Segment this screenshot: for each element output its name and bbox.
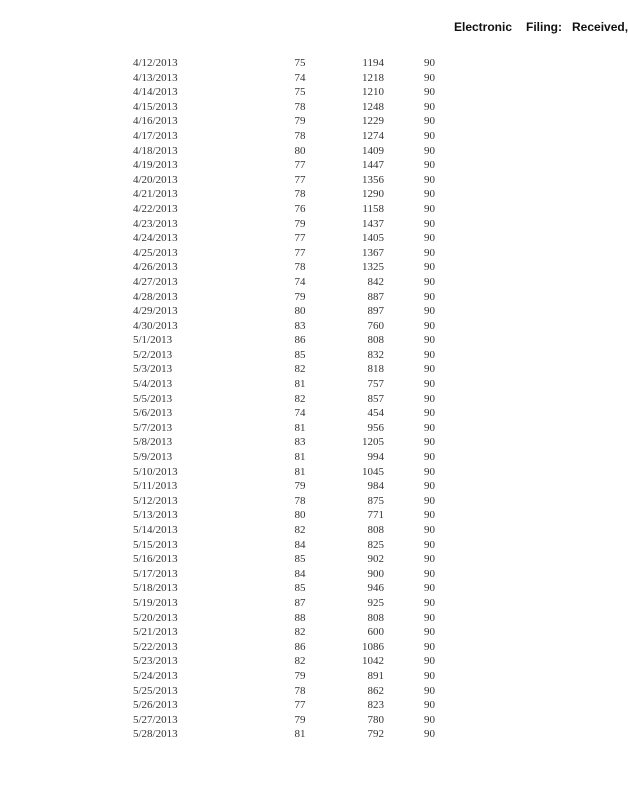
usage-cell: 1409: [362, 144, 384, 157]
usage-cell: 1356: [362, 173, 384, 186]
table-row: [0, 392, 618, 407]
date-cell: 5/6/2013: [133, 407, 173, 420]
fixed-value-cell: 90: [424, 378, 435, 391]
temperature-cell: 85: [294, 348, 306, 361]
table-row: [0, 479, 618, 494]
usage-cell: 757: [367, 378, 384, 391]
date-cell: 5/27/2013: [133, 713, 178, 726]
fixed-value-cell: 90: [424, 699, 435, 712]
table-row: [0, 567, 618, 582]
temperature-cell: 84: [294, 538, 306, 551]
usage-cell: 842: [367, 275, 384, 288]
usage-cell: 1325: [362, 261, 384, 274]
fixed-value-cell: 90: [424, 173, 435, 186]
usage-cell: 956: [367, 421, 384, 434]
date-cell: 5/7/2013: [133, 421, 173, 434]
fixed-value-cell: 90: [424, 275, 435, 288]
page-header: [0, 20, 628, 36]
table-row: [0, 640, 618, 655]
date-cell: 5/3/2013: [133, 363, 173, 376]
date-cell: 4/30/2013: [133, 319, 178, 332]
date-cell: 5/26/2013: [133, 699, 178, 712]
temperature-cell: 75: [294, 57, 306, 69]
usage-cell: 900: [367, 567, 384, 580]
temperature-cell: 80: [294, 144, 306, 157]
table-row: [0, 538, 618, 553]
fixed-value-cell: 90: [424, 436, 435, 449]
table-row: [0, 231, 618, 246]
usage-cell: 771: [367, 509, 384, 522]
usage-cell: 994: [367, 451, 384, 464]
fixed-value-cell: 90: [424, 407, 435, 420]
temperature-cell: 79: [294, 217, 306, 230]
fixed-value-cell: 90: [424, 684, 435, 697]
usage-cell: 984: [367, 480, 384, 493]
date-cell: 5/28/2013: [133, 728, 178, 741]
fixed-value-cell: 90: [424, 115, 435, 128]
temperature-cell: 83: [294, 436, 306, 449]
usage-cell: 1248: [362, 100, 384, 113]
header-electronic: Electronic: [454, 20, 513, 34]
table-row: [0, 319, 618, 334]
usage-cell: 902: [367, 553, 384, 566]
date-cell: 5/12/2013: [133, 494, 178, 507]
fixed-value-cell: 90: [424, 232, 435, 245]
table-row: [0, 129, 618, 144]
usage-cell: 600: [367, 626, 384, 639]
date-cell: 4/16/2013: [133, 115, 178, 128]
temperature-cell: 77: [294, 699, 306, 712]
usage-cell: 808: [367, 611, 384, 624]
date-cell: 4/15/2013: [133, 100, 178, 113]
table-row: [0, 581, 618, 596]
temperature-cell: 83: [294, 319, 306, 332]
fixed-value-cell: 90: [424, 494, 435, 507]
temperature-cell: 82: [294, 524, 306, 536]
fixed-value-cell: 90: [424, 655, 435, 668]
usage-cell: 1405: [362, 232, 384, 245]
usage-cell: 925: [367, 596, 384, 609]
header-filing: Filing:: [526, 20, 562, 34]
table-row: [0, 552, 618, 567]
date-cell: 5/11/2013: [133, 480, 178, 493]
fixed-value-cell: 90: [424, 71, 435, 84]
usage-cell: 832: [367, 348, 384, 361]
temperature-cell: 82: [294, 655, 306, 668]
table-row: [0, 625, 618, 640]
date-cell: 4/23/2013: [133, 217, 178, 230]
date-cell: 5/19/2013: [133, 596, 178, 609]
temperature-cell: 80: [294, 305, 306, 318]
temperature-cell: 86: [294, 334, 306, 347]
usage-cell: 1086: [362, 640, 384, 653]
table-row: [0, 217, 618, 232]
fixed-value-cell: 90: [424, 538, 435, 551]
table-row: [0, 684, 618, 699]
table-row: [0, 246, 618, 261]
date-cell: 4/14/2013: [133, 86, 178, 99]
table-row: [0, 406, 618, 421]
date-cell: 5/15/2013: [133, 538, 178, 551]
temperature-cell: 74: [294, 407, 306, 420]
temperature-cell: 78: [294, 261, 306, 274]
fixed-value-cell: 90: [424, 669, 435, 682]
table-row: [0, 275, 618, 290]
table-row: [0, 187, 618, 202]
date-cell: 5/25/2013: [133, 684, 178, 697]
usage-cell: 946: [367, 582, 384, 595]
usage-cell: 1447: [362, 159, 384, 172]
usage-cell: 1205: [362, 436, 384, 449]
temperature-cell: 76: [294, 202, 306, 215]
table-row: [0, 333, 618, 348]
date-cell: 4/27/2013: [133, 275, 178, 288]
fixed-value-cell: 90: [424, 305, 435, 318]
date-cell: 4/12/2013: [133, 57, 178, 69]
temperature-cell: 88: [294, 611, 306, 624]
usage-cell: 808: [367, 524, 384, 536]
temperature-cell: 78: [294, 129, 306, 142]
temperature-cell: 79: [294, 290, 306, 303]
table-row: [0, 158, 618, 173]
date-cell: 5/14/2013: [133, 524, 178, 536]
fixed-value-cell: 90: [424, 567, 435, 580]
date-cell: 4/13/2013: [133, 71, 178, 84]
date-cell: 5/23/2013: [133, 655, 178, 668]
temperature-cell: 77: [294, 246, 306, 259]
fixed-value-cell: 90: [424, 100, 435, 113]
fixed-value-cell: 90: [424, 509, 435, 522]
date-cell: 5/10/2013: [133, 465, 178, 478]
temperature-cell: 77: [294, 232, 306, 245]
date-cell: 4/29/2013: [133, 305, 178, 318]
header-received: Received,: [572, 20, 628, 34]
date-cell: 4/28/2013: [133, 290, 178, 303]
fixed-value-cell: 90: [424, 582, 435, 595]
table-row: [0, 421, 618, 436]
temperature-cell: 84: [294, 567, 306, 580]
table-row: [0, 114, 618, 129]
usage-cell: 780: [367, 713, 384, 726]
date-cell: 5/22/2013: [133, 640, 178, 653]
date-cell: 5/2/2013: [133, 348, 173, 361]
fixed-value-cell: 90: [424, 188, 435, 201]
usage-cell: 792: [367, 728, 384, 741]
fixed-value-cell: 90: [424, 319, 435, 332]
temperature-cell: 79: [294, 480, 306, 493]
date-cell: 5/16/2013: [133, 553, 178, 566]
usage-cell: 1218: [362, 71, 384, 84]
table-row: [0, 377, 618, 392]
table-row: [0, 669, 618, 684]
fixed-value-cell: 90: [424, 392, 435, 405]
table-row: [0, 508, 618, 523]
temperature-cell: 85: [294, 553, 306, 566]
temperature-cell: 81: [294, 451, 306, 464]
fixed-value-cell: 90: [424, 159, 435, 172]
temperature-cell: 81: [294, 728, 306, 741]
fixed-value-cell: 90: [424, 524, 435, 536]
table-row: [0, 727, 618, 742]
fixed-value-cell: 90: [424, 363, 435, 376]
temperature-cell: 81: [294, 421, 306, 434]
fixed-value-cell: 90: [424, 129, 435, 142]
usage-cell: 1367: [362, 246, 384, 259]
fixed-value-cell: 90: [424, 640, 435, 653]
usage-cell: 1274: [362, 129, 384, 142]
temperature-cell: 82: [294, 392, 306, 405]
usage-cell: 875: [367, 494, 384, 507]
usage-cell: 1210: [362, 86, 384, 99]
temperature-cell: 78: [294, 494, 306, 507]
fixed-value-cell: 90: [424, 596, 435, 609]
usage-cell: 887: [367, 290, 384, 303]
temperature-cell: 85: [294, 582, 306, 595]
date-cell: 5/5/2013: [133, 392, 173, 405]
table-row: [0, 494, 618, 509]
temperature-cell: 78: [294, 188, 306, 201]
date-cell: 4/17/2013: [133, 129, 178, 142]
date-cell: 5/8/2013: [133, 436, 173, 449]
usage-cell: 862: [367, 684, 384, 697]
temperature-cell: 78: [294, 684, 306, 697]
usage-cell: 760: [367, 319, 384, 332]
fixed-value-cell: 90: [424, 57, 435, 69]
table-row: [0, 348, 618, 363]
usage-cell: 1042: [362, 655, 384, 668]
date-cell: 4/26/2013: [133, 261, 178, 274]
date-cell: 4/25/2013: [133, 246, 178, 259]
usage-cell: 818: [367, 363, 384, 376]
date-cell: 4/24/2013: [133, 232, 178, 245]
table-row: [0, 56, 618, 71]
table-row: [0, 290, 618, 305]
date-cell: 4/18/2013: [133, 144, 178, 157]
usage-cell: 1194: [362, 57, 384, 69]
table-row: [0, 435, 618, 450]
usage-cell: 1045: [362, 465, 384, 478]
date-cell: 4/20/2013: [133, 173, 178, 186]
date-cell: 4/22/2013: [133, 202, 178, 215]
table-row: [0, 713, 618, 728]
fixed-value-cell: 90: [424, 86, 435, 99]
fixed-value-cell: 90: [424, 713, 435, 726]
date-cell: 5/21/2013: [133, 626, 178, 639]
fixed-value-cell: 90: [424, 626, 435, 639]
date-cell: 5/17/2013: [133, 567, 178, 580]
date-cell: 4/21/2013: [133, 188, 178, 201]
usage-cell: 808: [367, 334, 384, 347]
fixed-value-cell: 90: [424, 611, 435, 624]
table-row: [0, 202, 618, 217]
table-row: [0, 260, 618, 275]
fixed-value-cell: 90: [424, 202, 435, 215]
temperature-cell: 79: [294, 713, 306, 726]
fixed-value-cell: 90: [424, 217, 435, 230]
date-cell: 5/18/2013: [133, 582, 178, 595]
usage-cell: 1229: [362, 115, 384, 128]
temperature-cell: 74: [294, 275, 306, 288]
temperature-cell: 78: [294, 100, 306, 113]
temperature-cell: 81: [294, 378, 306, 391]
temperature-cell: 77: [294, 173, 306, 186]
temperature-cell: 75: [294, 86, 306, 99]
table-row: [0, 85, 618, 100]
temperature-cell: 80: [294, 509, 306, 522]
date-cell: 4/19/2013: [133, 159, 178, 172]
usage-cell: 1290: [362, 188, 384, 201]
fixed-value-cell: 90: [424, 421, 435, 434]
temperature-cell: 81: [294, 465, 306, 478]
usage-cell: 823: [367, 699, 384, 712]
table-row: [0, 698, 618, 713]
date-cell: 5/4/2013: [133, 378, 173, 391]
fixed-value-cell: 90: [424, 334, 435, 347]
table-row: [0, 173, 618, 188]
fixed-value-cell: 90: [424, 728, 435, 741]
table-row: [0, 654, 618, 669]
temperature-cell: 79: [294, 115, 306, 128]
table-row: [0, 465, 618, 480]
fixed-value-cell: 90: [424, 553, 435, 566]
fixed-value-cell: 90: [424, 290, 435, 303]
fixed-value-cell: 90: [424, 144, 435, 157]
temperature-cell: 74: [294, 71, 306, 84]
date-cell: 5/20/2013: [133, 611, 178, 624]
fixed-value-cell: 90: [424, 348, 435, 361]
temperature-cell: 87: [294, 596, 306, 609]
temperature-cell: 86: [294, 640, 306, 653]
date-cell: 5/24/2013: [133, 669, 178, 682]
date-cell: 5/13/2013: [133, 509, 178, 522]
usage-cell: 857: [367, 392, 384, 405]
table-row: [0, 523, 618, 538]
date-cell: 5/9/2013: [133, 451, 173, 464]
usage-cell: 897: [367, 305, 384, 318]
usage-cell: 1158: [362, 202, 384, 215]
fixed-value-cell: 90: [424, 465, 435, 478]
date-cell: 5/1/2013: [133, 334, 173, 347]
usage-cell: 825: [367, 538, 384, 551]
temperature-cell: 79: [294, 669, 306, 682]
fixed-value-cell: 90: [424, 451, 435, 464]
table-row: [0, 611, 618, 626]
temperature-cell: 82: [294, 626, 306, 639]
table-row: [0, 450, 618, 465]
table-row: [0, 144, 618, 159]
table-row: [0, 304, 618, 319]
table-row: [0, 71, 618, 86]
fixed-value-cell: 90: [424, 246, 435, 259]
table-row: [0, 100, 618, 115]
table-row: [0, 362, 618, 377]
temperature-cell: 77: [294, 159, 306, 172]
table-row: [0, 596, 618, 611]
fixed-value-cell: 90: [424, 480, 435, 493]
usage-cell: 891: [367, 669, 384, 682]
temperature-cell: 82: [294, 363, 306, 376]
usage-cell: 1437: [362, 217, 384, 230]
data-table: [0, 56, 618, 742]
usage-cell: 454: [367, 407, 384, 420]
fixed-value-cell: 90: [424, 261, 435, 274]
